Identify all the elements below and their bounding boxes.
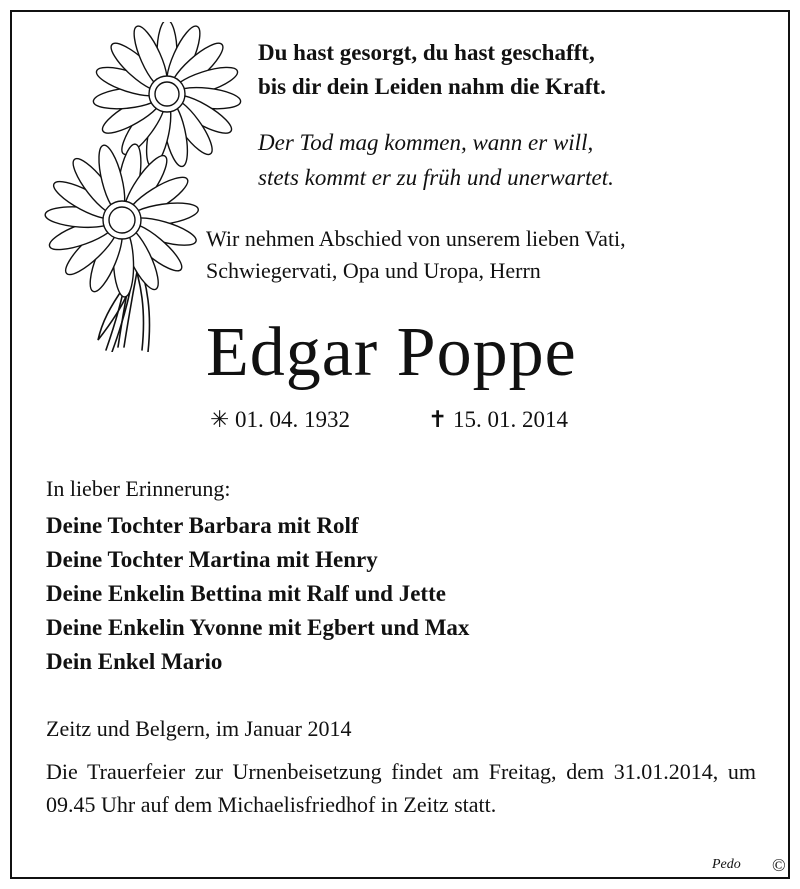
remembrance-label: In lieber Erinnerung: bbox=[46, 476, 231, 501]
designer-signature: Pedo bbox=[712, 857, 741, 872]
relative-line: Deine Tochter Martina mit Henry bbox=[46, 547, 378, 572]
poem-line-4: stets kommt er zu früh und unerwartet. bbox=[258, 165, 614, 190]
poem-line-3: Der Tod mag kommen, wann er will, bbox=[258, 130, 594, 155]
copyright-icon: © bbox=[772, 855, 786, 875]
deceased-name: Edgar Poppe bbox=[206, 314, 577, 391]
relative-line: Deine Enkelin Yvonne mit Egbert und Max bbox=[46, 615, 470, 640]
intro-line-1: Wir nehmen Abschied von unserem lieben Vati, bbox=[206, 226, 626, 251]
death-date-value: 15. 01. 2014 bbox=[453, 407, 569, 432]
poem-line-2: bis dir dein Leiden nahm die Kraft. bbox=[258, 74, 606, 99]
birth-date bbox=[210, 407, 350, 433]
relative-line: Deine Tochter Barbara mit Rolf bbox=[46, 513, 359, 538]
death-date bbox=[428, 407, 568, 433]
intro-line-2: Schwiegervati, Opa und Uropa, Herrn bbox=[206, 258, 541, 283]
funeral-notice: Die Trauerfeier zur Urnenbeisetzung findet am Freitag, dem 31.01.2014, um 09.45 Uhr auf dem Michaelisfriedhof in Zeitz statt. bbox=[46, 759, 756, 817]
poem-line-1: Du hast gesorgt, du hast geschafft, bbox=[258, 40, 595, 65]
birth-date-value: 01. 04. 1932 bbox=[235, 407, 351, 432]
relative-line: Deine Enkelin Bettina mit Ralf und Jette bbox=[46, 581, 446, 606]
place-date: Zeitz und Belgern, im Januar 2014 bbox=[46, 716, 352, 741]
birth-star-icon: ✳ bbox=[210, 407, 230, 432]
relative-line: Dein Enkel Mario bbox=[46, 649, 223, 674]
daisy-flowers-illustration bbox=[22, 22, 242, 352]
death-cross-icon: ✝ bbox=[428, 407, 448, 432]
